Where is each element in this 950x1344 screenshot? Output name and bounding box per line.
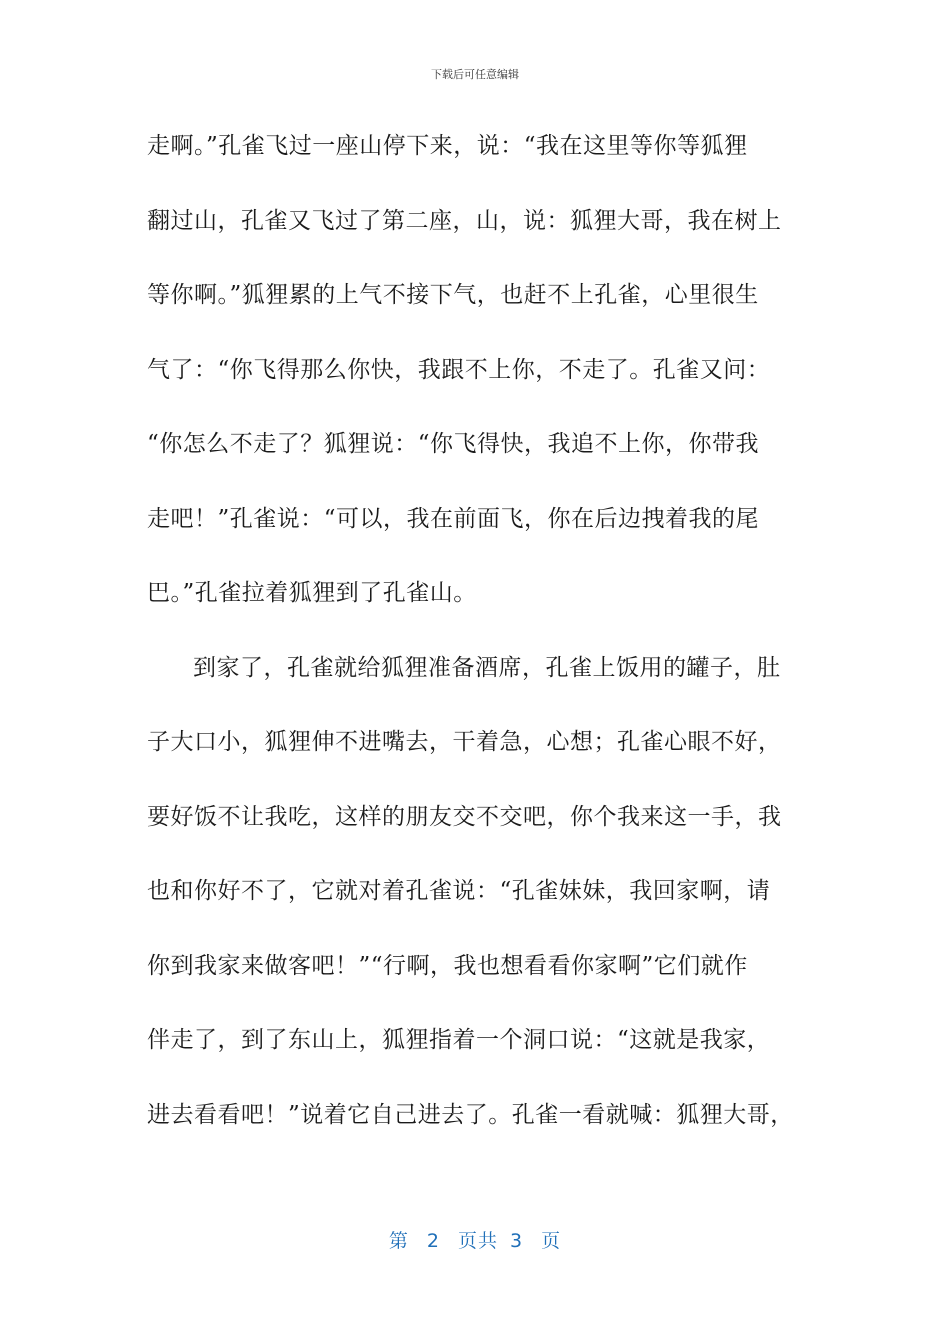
footer-total-pages: 3	[510, 1230, 524, 1252]
text-line: 翻过山，孔雀又飞过了第二座，山，说：狐狸大哥，我在树上	[147, 207, 782, 234]
text-line: 进去看看吧！”说着它自己进去了。孔雀一看就喊：狐狸大哥，	[147, 1101, 794, 1128]
text-line: 气了：“你飞得那么你快，我跟不上你，不走了。孔雀又问：	[147, 356, 771, 383]
footer-suffix: 页	[541, 1230, 562, 1252]
document-body	[147, 124, 797, 1167]
text-line: 也和你好不了，它就对着孔雀说：“孔雀妹妹，我回家啊，请	[147, 878, 771, 904]
footer-current-page: 2	[426, 1230, 440, 1252]
text-line: 你到我家来做客吧！”“行啊，我也想看看你家啊”它们就作	[147, 952, 748, 979]
text-line: 要好饭不让我吃，这样的朋友交不交吧，你个我来这一手，我	[147, 803, 782, 830]
text-line: 走啊。”孔雀飞过一座山停下来，说：“我在这里等你等狐狸	[147, 133, 748, 159]
text-line: 子大口小，狐狸伸不进嘴去，干着急，心想；孔雀心眼不好，	[147, 729, 782, 755]
text-line: 走吧！”孔雀说：“可以，我在前面飞，你在后边拽着我的尾	[147, 505, 760, 532]
text-line: 巴。”孔雀拉着狐狸到了孔雀山。	[147, 580, 477, 606]
text-line-indented: 到家了，孔雀就给狐狸准备酒席，孔雀上饭用的罐子，肚	[193, 654, 781, 681]
text-line: 伴走了，到了东山上，狐狸指着一个洞口说：“这就是我家，	[147, 1027, 771, 1053]
page-footer	[0, 1226, 950, 1253]
header-note: 下载后可任意编辑	[431, 68, 519, 81]
footer-prefix: 第	[388, 1230, 409, 1252]
text-line: 等你啊。”狐狸累的上气不接下气，也赶不上孔雀，心里很生	[147, 282, 759, 308]
footer-mid: 页共	[457, 1230, 498, 1252]
text-line: “你怎么不走了？狐狸说：“你飞得快，我追不上你，你带我	[147, 431, 760, 457]
